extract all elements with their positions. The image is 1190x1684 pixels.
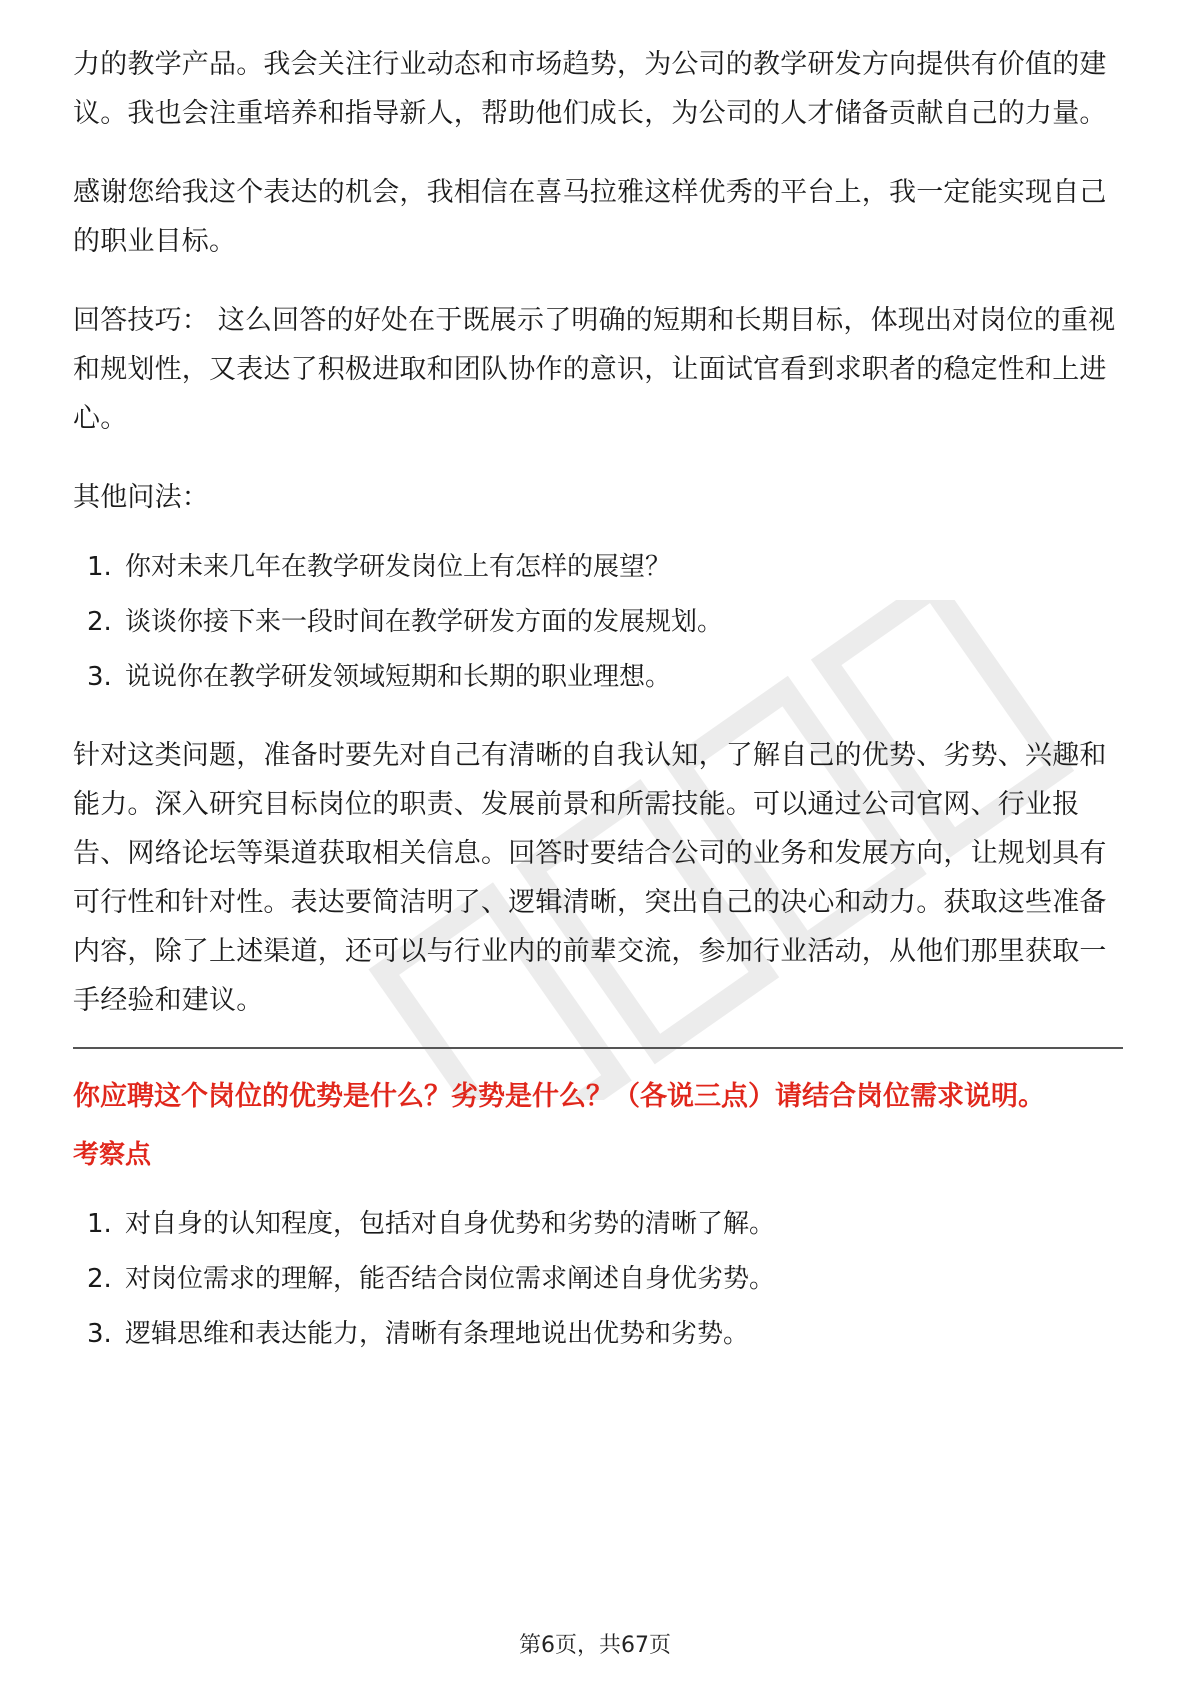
list-item-text: 逻辑思维和表达能力，清晰有条理地说出优势和劣势。 bbox=[125, 1319, 750, 1349]
other-questions-list bbox=[73, 546, 1123, 699]
list-item-number: 3. bbox=[87, 1319, 112, 1349]
document-page bbox=[73, 40, 1123, 1388]
list-item bbox=[73, 601, 1123, 644]
paragraph-closing-goals: 力的教学产品。我会关注行业动态和市场趋势，为公司的教学研发方向提供有价值的建议。我也会注重培养和指导新人，帮助他们成长，为公司的人才储备贡献自己的力量。 bbox=[73, 49, 1107, 129]
question-heading: 你应聘这个岗位的优势是什么？劣势是什么？（各说三点）请结合岗位需求说明。 bbox=[73, 1081, 1045, 1112]
list-item bbox=[73, 1203, 1123, 1246]
paragraph-answer-tips: 回答技巧： 这么回答的好处在于既展示了明确的短期和长期目标，体现出对岗位的重视和规划性，又表达了积极进取和团队协作的意识，让面试官看到求职者的稳定性和上进心。 bbox=[73, 305, 1116, 434]
list-item-number: 1. bbox=[87, 552, 112, 582]
list-item-text: 说说你在教学研发领域短期和长期的职业理想。 bbox=[125, 662, 672, 692]
list-item-number: 1. bbox=[87, 1209, 112, 1239]
list-item bbox=[73, 1258, 1123, 1301]
list-item-number: 2. bbox=[87, 607, 112, 637]
list-item-text: 对岗位需求的理解，能否结合岗位需求阐述自身优劣势。 bbox=[125, 1264, 776, 1294]
list-item bbox=[73, 546, 1123, 589]
list-item-number: 2. bbox=[87, 1264, 112, 1294]
list-item bbox=[73, 1313, 1123, 1356]
page-number-footer: 第6页，共67页 bbox=[519, 1633, 671, 1658]
list-item bbox=[73, 656, 1123, 699]
focus-points-list bbox=[73, 1203, 1123, 1356]
list-item-number: 3. bbox=[87, 662, 112, 692]
list-item-text: 谈谈你接下来一段时间在教学研发方面的发展规划。 bbox=[125, 607, 724, 637]
paragraph-other-questions-heading: 其他问法： bbox=[73, 482, 209, 513]
paragraph-thanks: 感谢您给我这个表达的机会，我相信在喜马拉雅这样优秀的平台上，我一定能实现自己的职业目标。 bbox=[73, 177, 1107, 257]
focus-points-heading: 考察点 bbox=[73, 1140, 152, 1170]
list-item-text: 对自身的认知程度，包括对自身优势和劣势的清晰了解。 bbox=[125, 1209, 776, 1239]
list-item-text: 你对未来几年在教学研发岗位上有怎样的展望？ bbox=[125, 552, 672, 582]
paragraph-preparation-advice: 针对这类问题，准备时要先对自己有清晰的自我认知，了解自己的优势、劣势、兴趣和能力。深入研究目标岗位的职责、发展前景和所需技能。可以通过公司官网、行业报告、网络论坛等渠道获取相关信息。回答时要结合公司的业务和发展方向，让规划具有可行性和针对性。表达要简洁明了、逻辑清晰，突出自己的决心和动力。获取这些准备内容，除了上述渠道，还可以与行业内的前辈交流，参加行业活动，从他们那里获取一手经验和建议。 bbox=[73, 740, 1107, 1016]
section-divider bbox=[73, 1047, 1123, 1049]
